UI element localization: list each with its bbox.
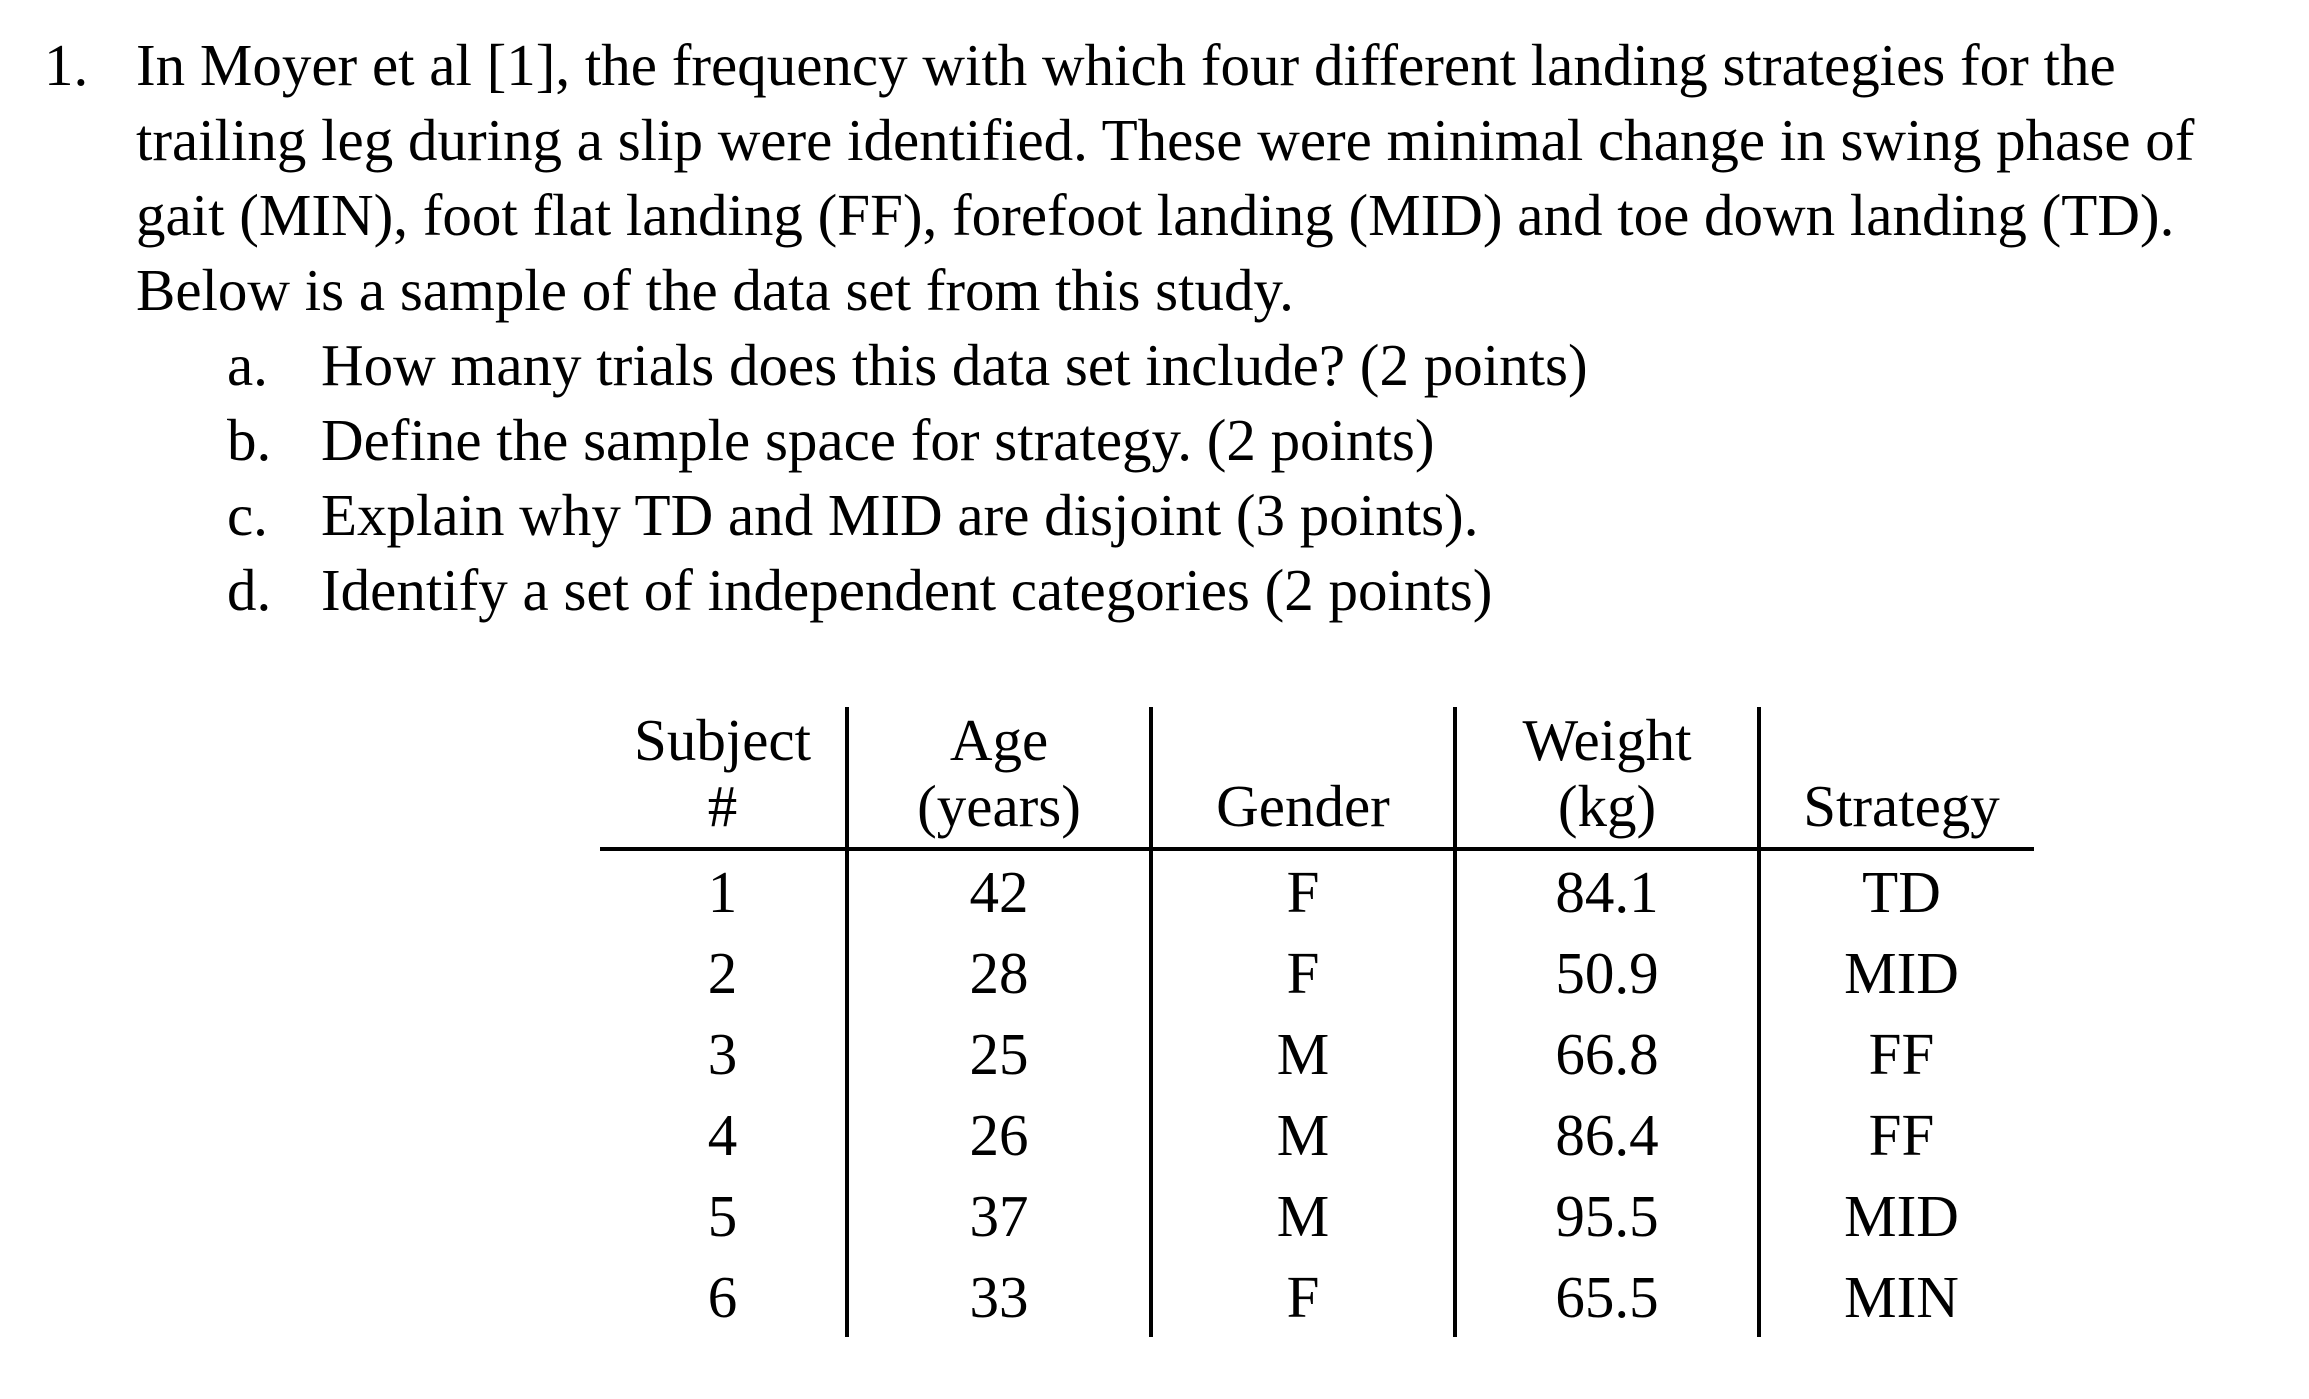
- cell-age: 28: [847, 932, 1151, 1013]
- question-text: Explain why TD and MID are disjoint (3 points).: [321, 482, 1479, 548]
- question-letter: d.: [227, 557, 272, 623]
- problem-number: 1.: [44, 32, 89, 98]
- table-row: [600, 849, 2034, 932]
- question-d: [44, 553, 2284, 628]
- cell-weight: 65.5: [1455, 1256, 1759, 1337]
- cell-age: 26: [847, 1094, 1151, 1175]
- question-b: [44, 403, 2284, 478]
- cell-weight: 95.5: [1455, 1175, 1759, 1256]
- header-line-2: Strategy: [1803, 773, 2000, 839]
- problem-block: [44, 28, 2284, 628]
- cell-subject: 2: [707, 939, 738, 1006]
- problem-line-2: trailing leg during a slip were identified. These were minimal change in swing phase of: [136, 107, 2195, 173]
- problem-line-1: [44, 28, 2284, 103]
- cell-strategy: TD: [1759, 849, 2034, 932]
- problem-line-3: gait (MIN), foot flat landing (FF), forefoot landing (MID) and toe down landing (TD).: [136, 182, 2175, 248]
- question-text: How many trials does this data set include? (2 points): [321, 332, 1588, 398]
- cell-subject: 1: [707, 858, 738, 925]
- header-line-2: Gender: [1216, 773, 1390, 839]
- table-header-row: [600, 707, 2034, 849]
- cell-weight: 50.9: [1455, 932, 1759, 1013]
- header-subject: [600, 707, 847, 849]
- cell-gender: F: [1151, 1256, 1455, 1337]
- header-line-2: #: [707, 773, 738, 839]
- header-line-1: Weight: [1522, 707, 1692, 773]
- cell-strategy: MIN: [1759, 1256, 2034, 1337]
- cell-age: 25: [847, 1013, 1151, 1094]
- question-c: [44, 478, 2284, 553]
- cell-age: 37: [847, 1175, 1151, 1256]
- cell-subject: 5: [707, 1182, 738, 1249]
- question-letter: c.: [227, 482, 268, 548]
- cell-gender: M: [1151, 1175, 1455, 1256]
- header-line-2: (years): [917, 773, 1081, 839]
- cell-weight: 66.8: [1455, 1013, 1759, 1094]
- header-line-1: Age: [949, 707, 1049, 773]
- cell-age: 33: [847, 1256, 1151, 1337]
- cell-gender: F: [1151, 932, 1455, 1013]
- problem-text-line: In Moyer et al [1], the frequency with which four different landing strategies for the: [136, 32, 2116, 98]
- cell-weight: 84.1: [1455, 849, 1759, 932]
- cell-weight: 86.4: [1455, 1094, 1759, 1175]
- table-row: [600, 932, 2034, 1013]
- header-age: [847, 707, 1151, 849]
- data-table: [600, 707, 2034, 1337]
- table-row: [600, 1094, 2034, 1175]
- header-line-1: Subject: [634, 707, 811, 773]
- cell-gender: M: [1151, 1094, 1455, 1175]
- question-list: [44, 328, 2284, 628]
- cell-gender: M: [1151, 1013, 1455, 1094]
- header-gender: [1151, 707, 1455, 849]
- cell-strategy: FF: [1759, 1094, 2034, 1175]
- question-letter: a.: [227, 332, 268, 398]
- cell-subject: 3: [707, 1020, 738, 1087]
- table-row: [600, 1175, 2034, 1256]
- question-text: Define the sample space for strategy. (2 points): [321, 407, 1435, 473]
- table-row: [600, 1256, 2034, 1337]
- header-strategy: [1759, 707, 2034, 849]
- question-a: [44, 328, 2284, 403]
- question-text: Identify a set of independent categories (2 points): [321, 557, 1493, 623]
- cell-subject: 6: [707, 1263, 738, 1330]
- cell-strategy: FF: [1759, 1013, 2034, 1094]
- cell-strategy: MID: [1759, 932, 2034, 1013]
- header-weight: [1455, 707, 1759, 849]
- table-row: [600, 1013, 2034, 1094]
- cell-gender: F: [1151, 849, 1455, 932]
- cell-age: 42: [847, 849, 1151, 932]
- problem-line-4: Below is a sample of the data set from this study.: [136, 257, 1294, 323]
- cell-subject: 4: [707, 1101, 738, 1168]
- header-line-2: (kg): [1557, 773, 1657, 839]
- cell-strategy: MID: [1759, 1175, 2034, 1256]
- question-letter: b.: [227, 407, 272, 473]
